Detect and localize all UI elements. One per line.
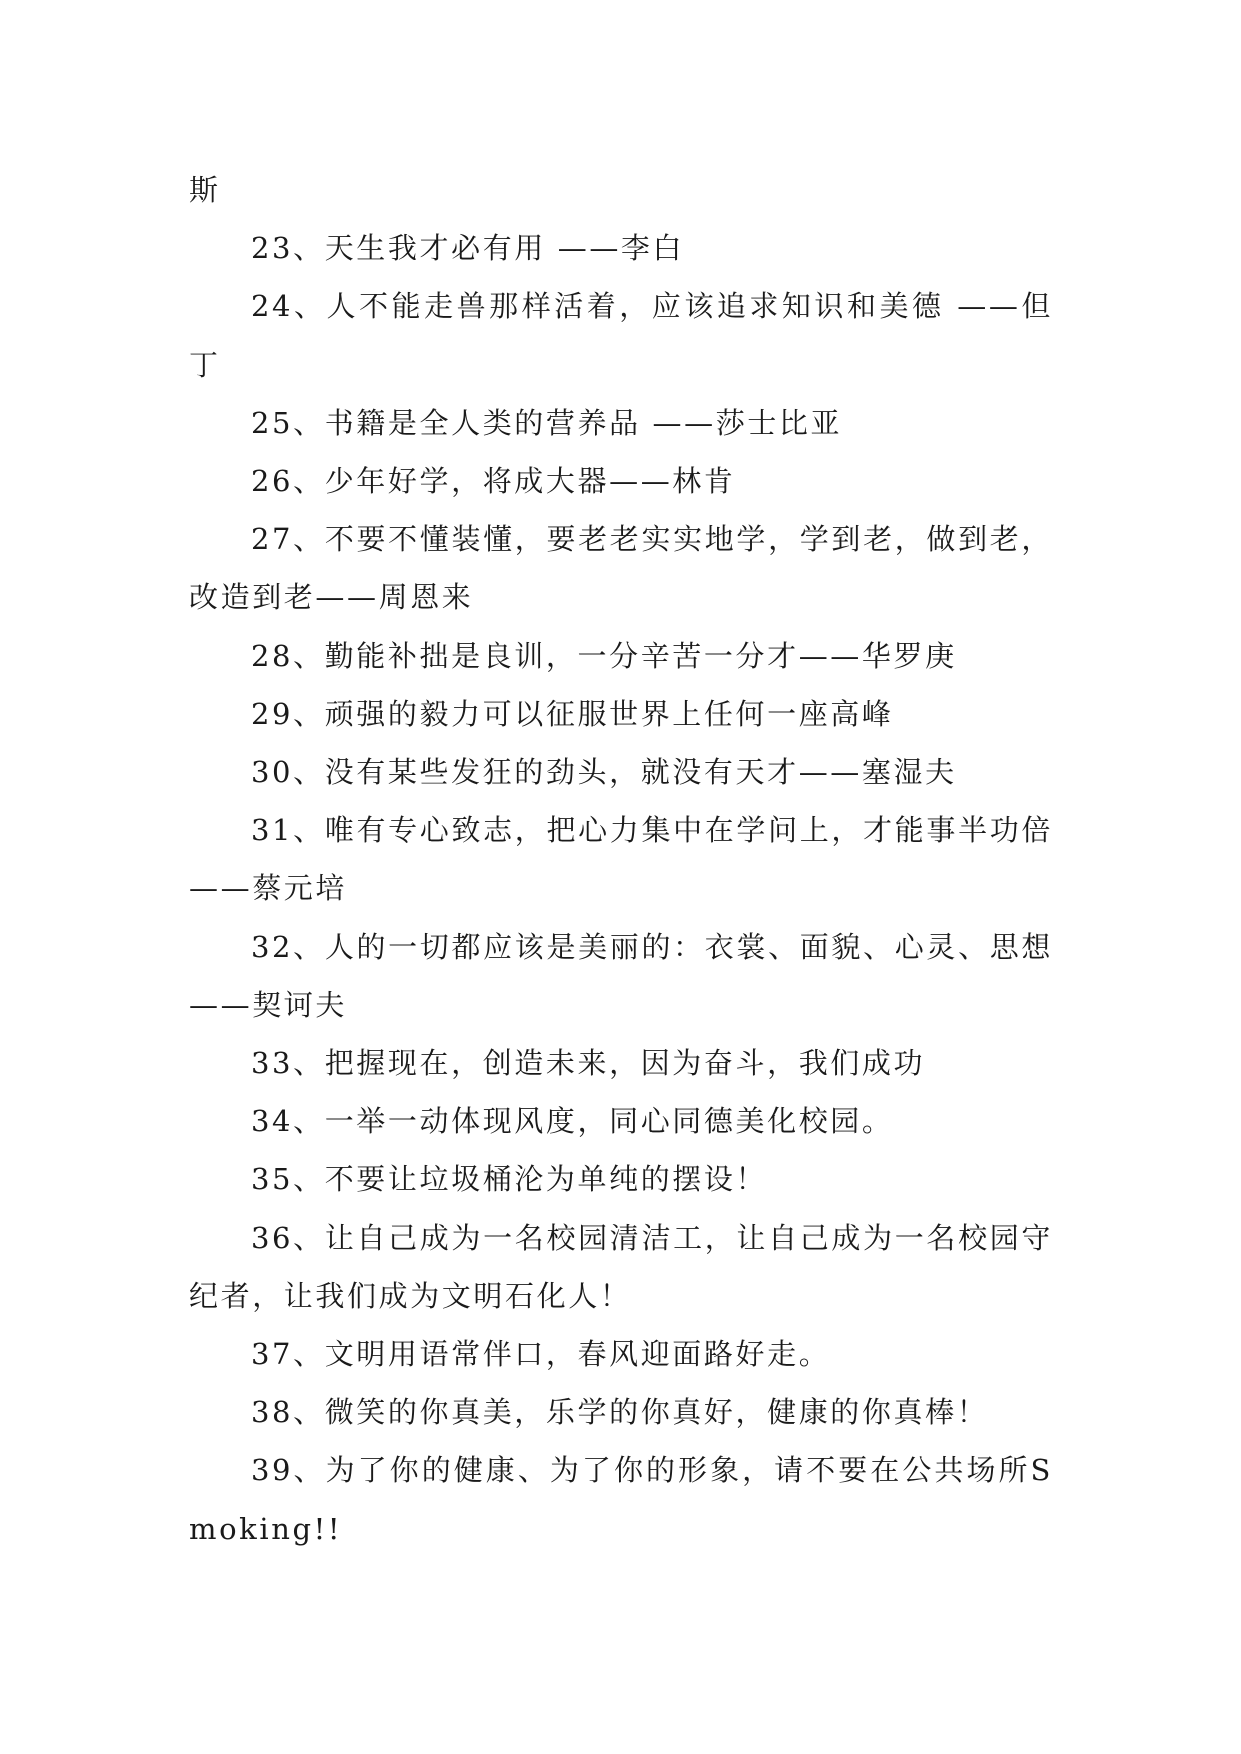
paragraph-38: 38、微笑的你真美，乐学的你真好，健康的你真棒！ [251,1395,989,1430]
paragraph-27: 27、不要不懂装懂，要老老实实地学，学到老，做到老，改造到老——周恩来 [189,522,1053,615]
paragraph-30: 30、没有某些发狂的劲头，就没有天才——塞湿夫 [251,755,957,790]
paragraph-39: 39、为了你的健康、为了你的形象，请不要在公共场所Smoking!! [189,1453,1053,1546]
paragraph-35: 35、不要让垃圾桶沦为单纯的摆设！ [251,1162,768,1197]
paragraph-continuation: 斯 [189,173,221,207]
paragraph-25: 25、书籍是全人类的营养品 ——莎士比亚 [251,405,843,440]
paragraph-28: 28、勤能补拙是良训，一分辛苦一分才——华罗庚 [251,638,957,673]
paragraph-32: 32、人的一切都应该是美丽的：衣裳、面貌、心灵、思想——契诃夫 [189,929,1053,1022]
paragraph-34: 34、一举一动体现风度，同心同德美化校园。 [251,1104,894,1139]
paragraph-33: 33、把握现在，创造未来，因为奋斗，我们成功 [251,1046,926,1081]
paragraph-29: 29、顽强的毅力可以征服世界上任何一座高峰 [251,696,894,731]
paragraph-26: 26、少年好学，将成大器——林肯 [251,464,736,499]
paragraph-37: 37、文明用语常伴口，春风迎面路好走。 [251,1337,831,1372]
paragraph-24: 24、人不能走兽那样活着，应该追求知识和美德 ——但丁 [189,289,1053,382]
paragraph-31: 31、唯有专心致志，把心力集中在学问上，才能事半功倍——蔡元培 [189,813,1053,906]
paragraph-23: 23、天生我才必有用 ——李白 [251,231,685,266]
paragraph-36: 36、让自己成为一名校园清洁工，让自己成为一名校园守纪者，让我们成为文明石化人！ [189,1220,1053,1313]
document-body [189,161,1053,1558]
